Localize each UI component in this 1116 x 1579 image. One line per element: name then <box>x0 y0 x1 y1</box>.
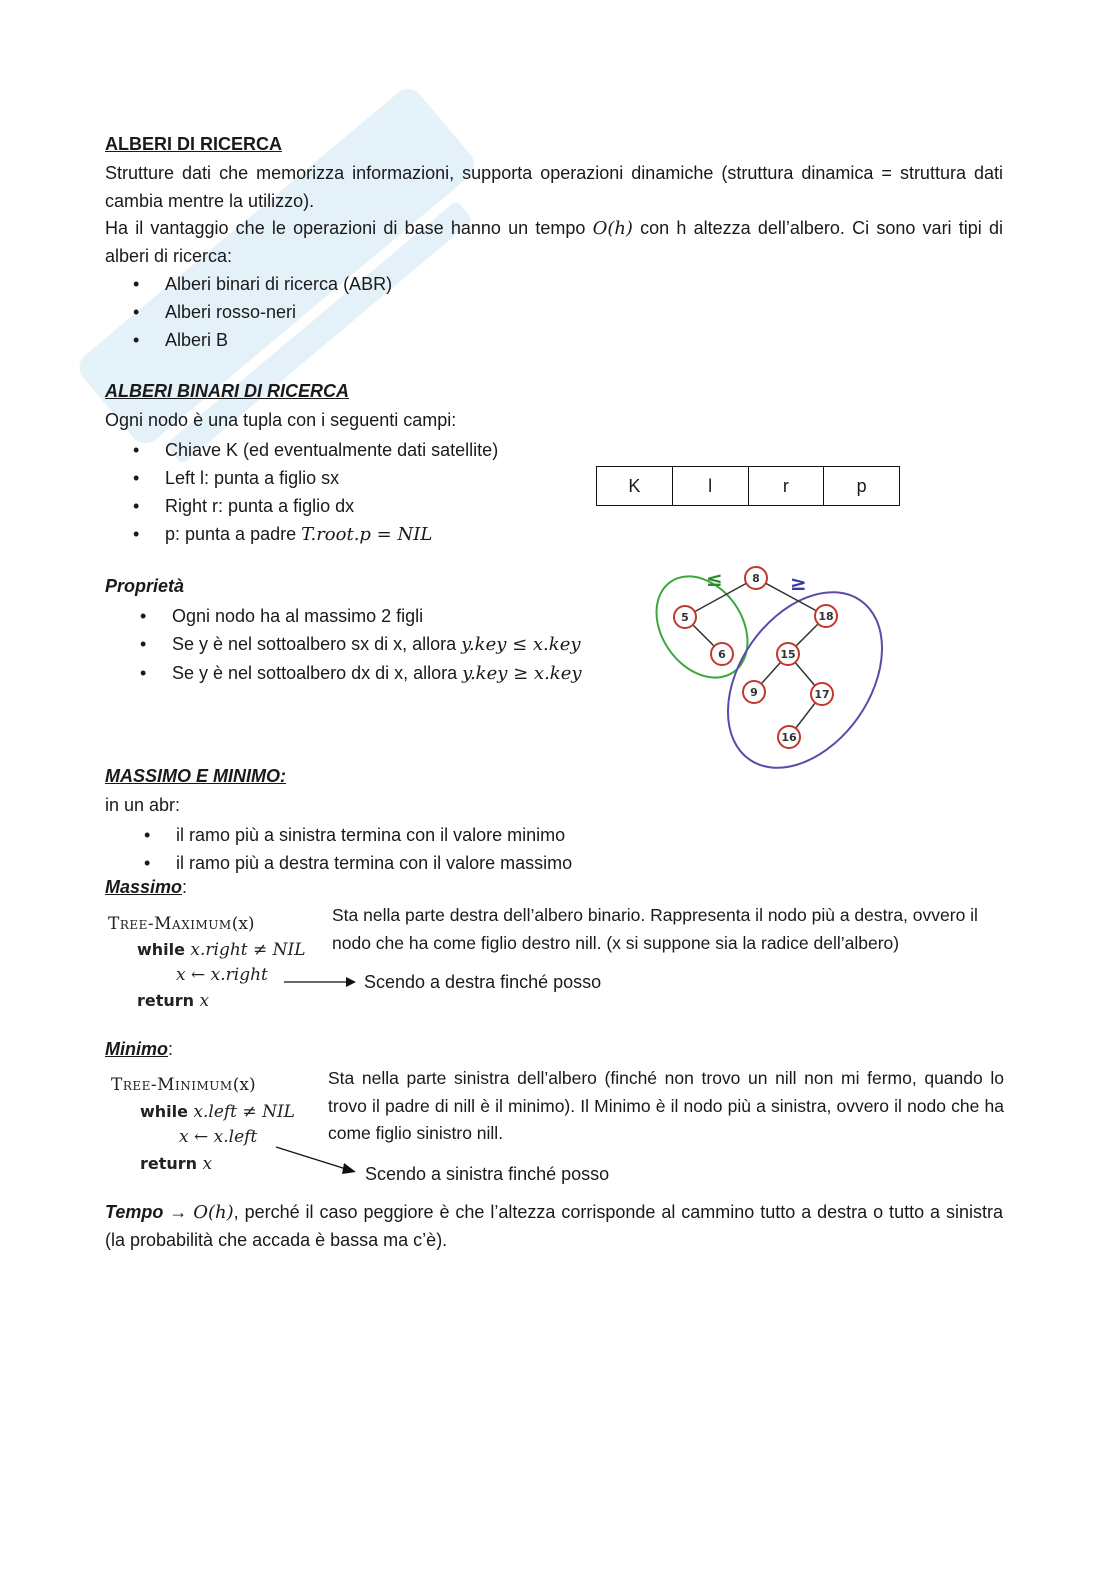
list-item: • Ogni nodo ha al massimo 2 figli <box>172 602 582 630</box>
node-label: 16 <box>781 731 797 744</box>
paragraph-2-text-b: con h altezza dell’albero. Ci sono vari tipi di alberi di ricerca: <box>105 218 1003 266</box>
minimo-arrow-note: Scendo a sinistra finché posso <box>365 1164 610 1184</box>
section-title-abr: ALBERI BINARI DI RICERCA <box>105 381 350 401</box>
code-assign: x ← x.right <box>176 965 268 985</box>
code-line-header <box>108 912 306 937</box>
code-condition: x.left ≠ NIL <box>193 1101 295 1122</box>
code-condition: x.right ≠ NIL <box>190 940 306 960</box>
tuple-cell-left: l <box>673 467 749 505</box>
list-item: • il ramo più a destra termina con il valore massimo <box>176 849 572 877</box>
code-keyword-return: return <box>137 991 195 1010</box>
left-subtree-symbol: ≤ <box>706 567 723 591</box>
tempo-text: , perché il caso peggiore è che l’altezza corrisponde al cammino tutto a destra o tutto a sinistra (la probabilità che accada è bassa ma c’è). <box>105 1202 1003 1250</box>
list-item: • Left l: punta a figlio sx <box>165 464 498 492</box>
paragraph-2-math: O(h) <box>592 218 633 239</box>
massimo-title: Massimo <box>105 877 183 897</box>
code-line-while <box>111 1099 295 1126</box>
minimo-heading <box>105 1039 173 1060</box>
node-label: 6 <box>718 648 726 661</box>
tempo-math: O(h) <box>193 1202 234 1223</box>
property-3-text: Se y è nel sottoalbero dx di x, allora <box>172 663 463 683</box>
code-function-arg: (x) <box>231 914 255 934</box>
code-return-value: x <box>202 1153 213 1174</box>
tree-node-18 <box>815 605 837 627</box>
code-line-while <box>108 937 306 963</box>
list-item: • Right r: punta a figlio dx <box>165 492 498 520</box>
code-line-return <box>108 988 306 1014</box>
properties-list <box>172 602 582 688</box>
code-line-return <box>111 1151 295 1178</box>
paragraph-1: Strutture dati che memorizza informazioni, supporta operazioni dinamiche (struttura dinamica = struttura dati cambia mentre la utilizzo). <box>105 163 1003 211</box>
list-item: • il ramo più a sinistra termina con il valore minimo <box>176 821 572 849</box>
massimo-colon: : <box>182 877 188 897</box>
code-return-value: x <box>199 991 210 1011</box>
node-tuple-diagram <box>596 466 900 506</box>
list-item <box>172 659 582 688</box>
node-label: 17 <box>814 688 830 701</box>
massimo-heading <box>105 877 187 898</box>
code-line-assign <box>108 963 306 988</box>
node-label: 8 <box>752 572 760 585</box>
list-item: • Chiave K (ed eventualmente dati satellite) <box>165 436 498 464</box>
tree-node-16 <box>778 726 800 748</box>
bst-diagram <box>650 560 890 770</box>
property-3-math: y.key ≥ x.key <box>462 663 582 684</box>
tree-maximum-code <box>108 912 306 1014</box>
paragraph-2-text-a: Ha il vantaggio che le operazioni di base hanno un tempo <box>105 218 593 238</box>
parent-field-text: p: punta a padre <box>165 524 302 544</box>
right-subtree-symbol: ≥ <box>790 571 807 595</box>
property-2-text: Se y è nel sottoalbero sx di x, allora <box>172 634 462 654</box>
minimo-title: Minimo <box>105 1039 168 1059</box>
minmax-intro: in un abr: <box>105 795 181 815</box>
tree-node-6 <box>711 643 733 665</box>
tree-node-17 <box>811 683 833 705</box>
code-function-name: Tree-Maximum <box>108 914 232 934</box>
minmax-list <box>176 821 572 877</box>
node-label: 9 <box>750 686 758 699</box>
properties-title: Proprietà <box>105 576 185 596</box>
arrow-right-icon <box>284 974 358 990</box>
list-item: • Alberi B <box>165 326 392 354</box>
parent-field-math: T.root.p = NIL <box>301 524 433 545</box>
list-item: • Alberi binari di ricerca (ABR) <box>165 270 392 298</box>
list-item <box>165 520 498 549</box>
arrow-diagonal-icon <box>274 1143 360 1177</box>
tree-node-5 <box>674 606 696 628</box>
tree-edges <box>685 578 826 737</box>
tuple-cell-key: K <box>597 467 673 505</box>
tree-minimum-code <box>111 1073 295 1177</box>
minimo-colon: : <box>168 1039 174 1059</box>
tree-node-9 <box>743 681 765 703</box>
tuple-cell-right: r <box>749 467 825 505</box>
list-item: • Alberi rosso-neri <box>165 298 392 326</box>
massimo-arrow-note: Scendo a destra finché posso <box>364 972 602 992</box>
tempo-label: Tempo <box>105 1202 164 1222</box>
code-function-arg: (x) <box>232 1075 256 1095</box>
tempo-arrow: → <box>163 1202 194 1222</box>
tree-node-8 <box>745 567 767 589</box>
node-fields-list <box>165 436 498 549</box>
node-label: 18 <box>818 610 834 623</box>
tempo-paragraph <box>105 1199 1003 1254</box>
property-2-math: y.key ≤ x.key <box>461 634 581 655</box>
code-function-name: Tree-Minimum <box>111 1075 233 1095</box>
node-label: 5 <box>681 611 689 624</box>
massimo-description: Sta nella parte destra dell’albero binario. Rappresenta il nodo più a destra, ovvero il nodo che ha come figlio destro nill. (x si suppone sia la radice dell’albero) <box>332 905 978 953</box>
abr-intro: Ogni nodo è una tupla con i seguenti campi: <box>105 410 457 430</box>
code-line-header <box>111 1073 295 1099</box>
code-keyword-while: while <box>137 940 185 959</box>
code-assign: x ← x.left <box>179 1127 258 1147</box>
section-title-alberi-ricerca: ALBERI DI RICERCA <box>105 134 283 154</box>
minmax-title: MASSIMO E MINIMO: <box>105 766 286 786</box>
code-keyword-while: while <box>140 1101 188 1121</box>
code-line-assign <box>111 1125 295 1151</box>
intro-paragraph <box>105 160 1003 270</box>
minimo-description: Sta nella parte sinistra dell’albero (finché non trovo un nill non mi fermo, quando lo trovo il padre di nill è il minimo). Il Minimo è il nodo più a sinistra, ovvero il nodo che ha come figlio sinistro nill. <box>328 1068 1004 1143</box>
code-keyword-return: return <box>140 1153 198 1173</box>
tree-types-list <box>165 270 392 354</box>
list-item <box>172 630 582 659</box>
tuple-cell-parent: p <box>856 475 867 496</box>
node-label: 15 <box>780 648 796 661</box>
tree-node-15 <box>777 643 799 665</box>
paragraph-2 <box>105 215 1003 270</box>
